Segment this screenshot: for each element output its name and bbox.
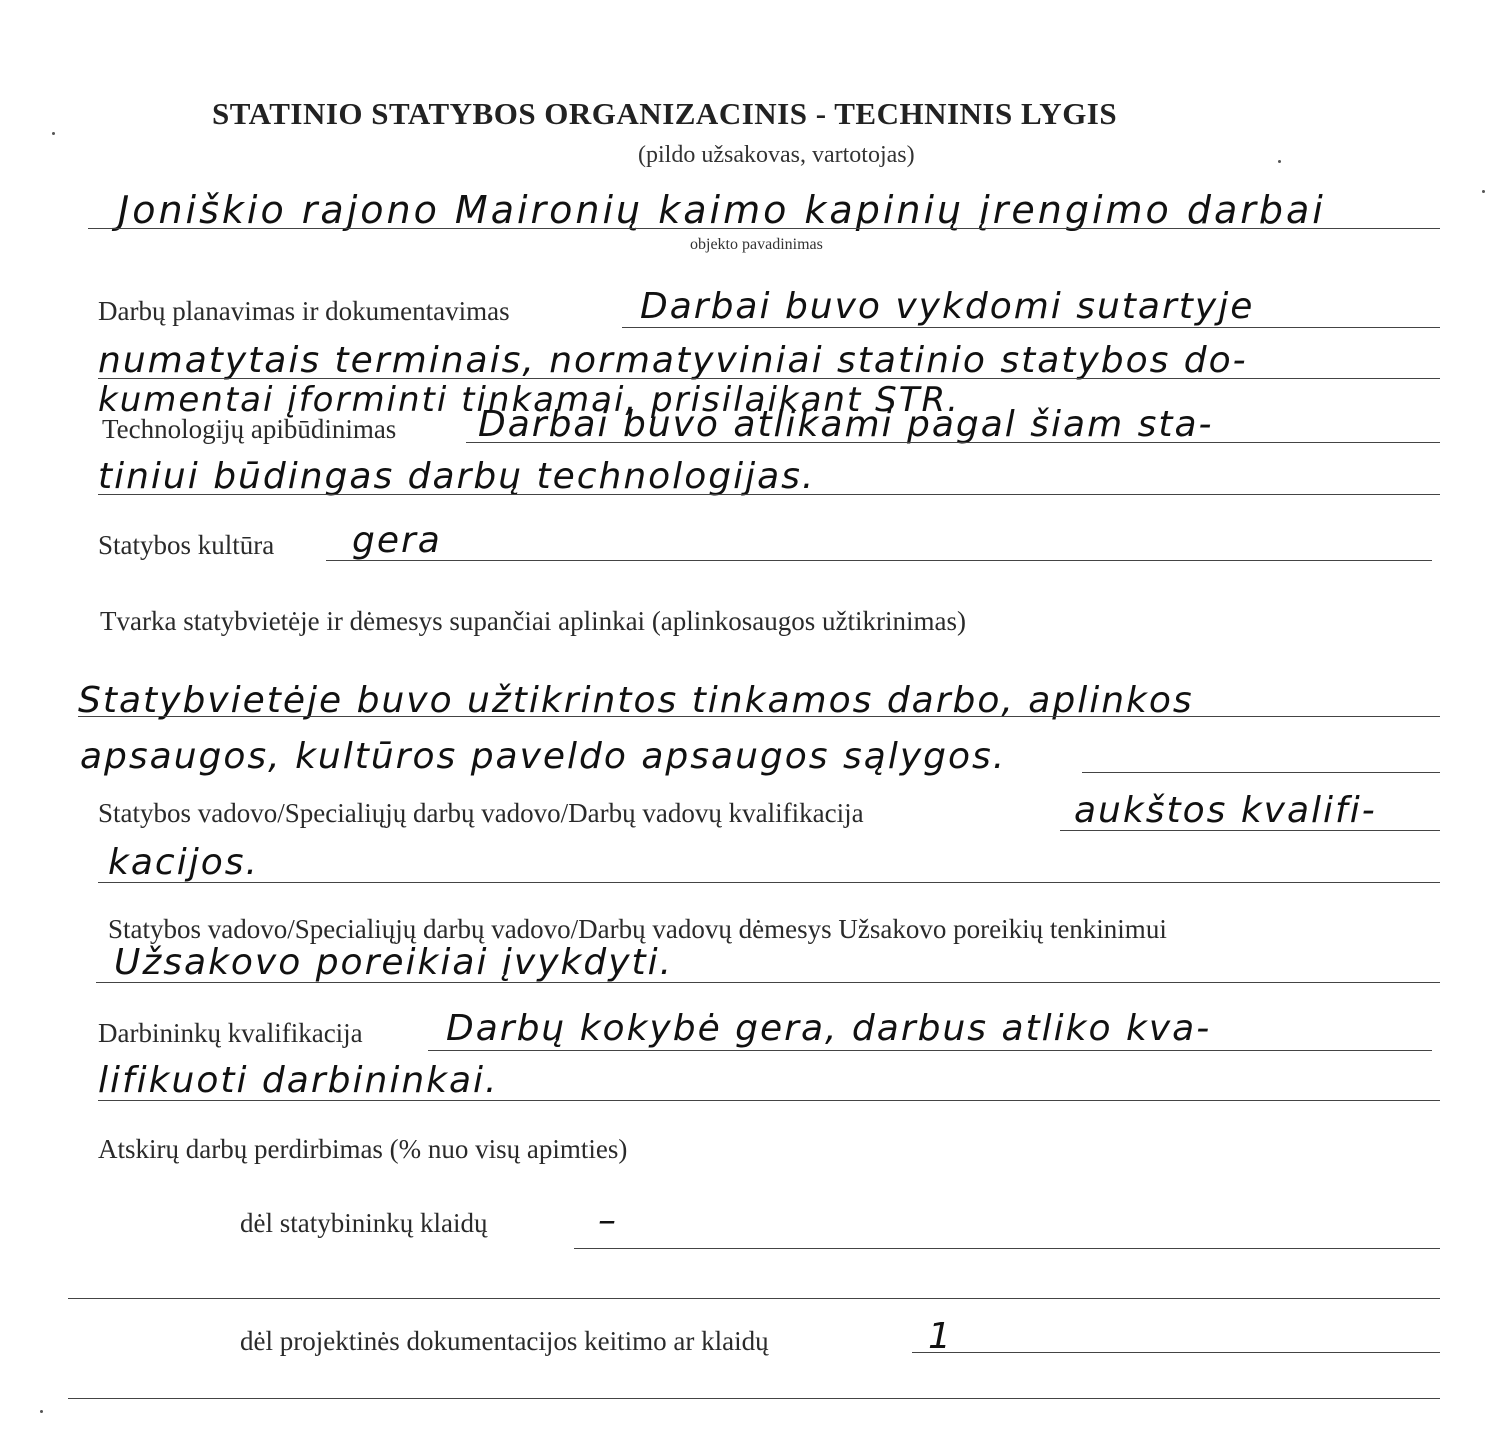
scan-speck xyxy=(1482,190,1485,193)
object-name-line xyxy=(88,228,1440,229)
workers-line-2 xyxy=(98,1100,1440,1101)
scan-speck xyxy=(52,132,55,135)
rework-builders-line xyxy=(574,1248,1440,1249)
culture-label: Statybos kultūra xyxy=(98,530,275,560)
object-name-caption: objekto pavadinimas xyxy=(690,236,823,253)
manager-attention-label: Statybos vadovo/Specialiųjų darbų vadovo/Darbų vadovų dėmesys Užsakovo poreikių tenkinimui xyxy=(108,914,1167,944)
technology-line-2 xyxy=(98,494,1440,495)
culture-value: gera xyxy=(352,520,442,561)
technology-line-1 xyxy=(466,442,1440,443)
order-line-2 xyxy=(1082,772,1440,773)
rework-builders-value: – xyxy=(598,1200,618,1241)
manager-qualification-line-2 xyxy=(98,882,1440,883)
technology-value-line-2: tiniui būdingas darbų technologijas. xyxy=(98,456,816,497)
order-line-1 xyxy=(78,716,1440,717)
object-name-value: Joniškio rajono Maironių kaimo kapinių įrengimo darbai xyxy=(118,188,1326,232)
rework-project-line-2 xyxy=(68,1398,1440,1399)
planning-line-1 xyxy=(622,327,1440,328)
manager-qualification-label: Statybos vadovo/Specialiųjų darbų vadovo/Darbų vadovų kvalifikacija xyxy=(98,798,864,828)
technology-value-line-1: Darbai buvo atlikami pagal šiam sta- xyxy=(478,404,1214,445)
planning-line-2 xyxy=(98,378,1440,379)
document-subtitle: (pildo užsakovas, vartotojas) xyxy=(638,142,915,168)
order-label: Tvarka statybvietėje ir dėmesys supančiai aplinkai (aplinkosaugos užtikrinimas) xyxy=(100,606,967,636)
culture-line xyxy=(326,560,1432,561)
rework-project-value: 1 xyxy=(928,1316,953,1357)
document-title: STATINIO STATYBOS ORGANIZACINIS - TECHNINIS LYGIS xyxy=(212,96,1118,131)
scan-speck xyxy=(1278,160,1281,163)
planning-value-line-3: kumentai įforminti tinkamai, prisilaikant STR. xyxy=(98,380,960,420)
rework-label: Atskirų darbų perdirbimas (% nuo visų apimties) xyxy=(98,1134,628,1164)
rework-builders-label: dėl statybininkų klaidų xyxy=(240,1208,488,1238)
workers-label: Darbininkų kvalifikacija xyxy=(98,1018,363,1048)
manager-attention-value: Užsakovo poreikiai įvykdyti. xyxy=(114,942,674,983)
manager-qualification-value-line-2: kacijos. xyxy=(108,842,259,883)
manager-qualification-line-1 xyxy=(1060,830,1440,831)
manager-attention-line xyxy=(96,982,1440,983)
rework-project-label: dėl projektinės dokumentacijos keitimo ar klaidų xyxy=(240,1326,769,1356)
planning-value-line-2: numatytais terminais, normatyviniai statinio statybos do- xyxy=(98,340,1248,381)
planning-label: Darbų planavimas ir dokumentavimas xyxy=(98,296,510,326)
order-value-line-1: Statybvietėje buvo užtikrintos tinkamos darbo, aplinkos xyxy=(78,680,1194,721)
manager-qualification-value-line-1: aukštos kvalifi- xyxy=(1074,790,1377,831)
workers-value-line-2: lifikuoti darbininkai. xyxy=(98,1060,499,1101)
scan-speck xyxy=(40,1410,43,1413)
technology-label: Technologijų apibūdinimas xyxy=(102,414,397,444)
planning-value-line-1: Darbai buvo vykdomi sutartyje xyxy=(640,286,1255,327)
workers-line-1 xyxy=(428,1050,1432,1051)
order-value-line-2: apsaugos, kultūros paveldo apsaugos sąlygos. xyxy=(80,736,1007,777)
rework-project-line xyxy=(912,1352,1440,1353)
rework-builders-line-2 xyxy=(68,1298,1440,1299)
workers-value-line-1: Darbų kokybė gera, darbus atliko kva- xyxy=(446,1008,1212,1049)
